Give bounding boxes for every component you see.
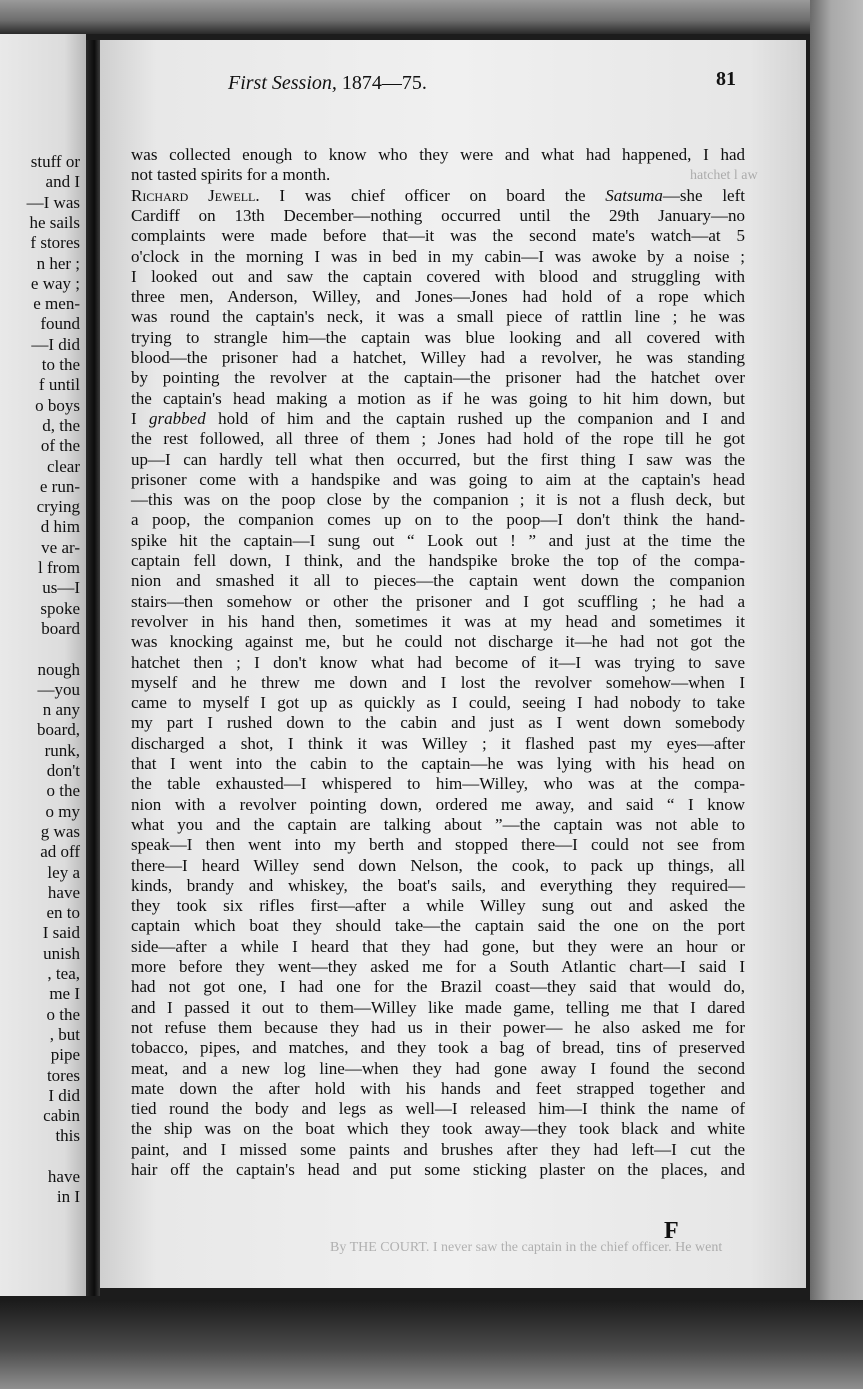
- text-line: trying to strangle him—the captain was blue looking and all covered with: [131, 327, 745, 347]
- left-page-fragment: g was: [40, 821, 80, 841]
- text-line: not tasted spirits for a month.: [131, 165, 331, 185]
- left-page-fragment: n any: [42, 700, 80, 720]
- text-line: what you and the captain are talking about ”—the captain was not able to: [131, 814, 745, 834]
- left-page-fragment: he sails: [29, 212, 80, 232]
- left-page-fragment: clear: [46, 456, 80, 476]
- left-page-fragment: o my: [45, 801, 80, 821]
- left-page-fragment: crying: [36, 497, 80, 517]
- text-line: by pointing the revolver at the captain—the prisoner had the hatchet over: [131, 368, 745, 388]
- left-page-fragment: runk,: [44, 740, 80, 760]
- text-line: hatchet then ; I don't know what had become of it—I was trying to save: [131, 652, 745, 672]
- text-line: blood—the prisoner had a hatchet, Willey had a revolver, he was standing: [131, 348, 745, 367]
- text-line: a poop, the companion comes up on to the poop—I don't think the hand-: [131, 510, 745, 530]
- text-line: the rest followed, all three of them ; Jones had hold of the rope till he got: [131, 429, 745, 449]
- left-page-fragment: stuff or: [30, 152, 80, 171]
- left-page-fragment: this: [55, 1126, 80, 1146]
- text-line: tobacco, pipes, and matches, and they took a bag of bread, tins of preserved: [131, 1038, 745, 1058]
- left-page-fragment: d, the: [42, 415, 80, 435]
- left-page-fragment: found: [40, 314, 80, 334]
- text-line: was round the captain's neck, it was a small piece of rattlin line ; he was: [131, 307, 745, 327]
- text-line: there—I heard Willey send down Nelson, the cook, to pack up things, all: [131, 855, 745, 875]
- left-page-fragment: me I: [49, 984, 80, 1004]
- left-page-fragment: —I did: [31, 334, 80, 354]
- text-line: discharged a shot, I think it was Willey ; it flashed past my eyes—after: [131, 733, 745, 753]
- left-page-edge: [0, 34, 86, 1296]
- text-line: more before they went—they asked me for a South Atlantic chart—I said I: [131, 957, 745, 976]
- scanner-backdrop-bottom: [0, 1300, 863, 1389]
- left-page-fragment: pipe: [50, 1045, 80, 1065]
- text-line: they took six rifles first—after a while Willey sung out and asked the: [131, 896, 745, 916]
- text-line: captain fell down, I think, and the handspike broke the top of the compa-: [131, 551, 745, 570]
- left-page-fragment: o boys: [35, 395, 80, 415]
- text-line: three men, Anderson, Willey, and Jones—Jones had hold of a rope which: [131, 287, 745, 307]
- header-session: First Session,: [228, 72, 337, 94]
- book-gutter: [86, 40, 100, 1296]
- left-page-fragment: nough: [37, 659, 80, 679]
- text-line: o'clock in the morning I was in bed in my cabin—I was awoke by a noise ;: [131, 246, 745, 266]
- text-line: that I went into the cabin to the captain—he was lying with his head on: [131, 754, 745, 773]
- text-line: I grabbed hold of him and the captain rushed up the companion and I and: [131, 408, 745, 428]
- left-page-fragment: ad off: [40, 842, 80, 862]
- text-line: tied round the body and legs as well—I released him—I think the name of: [131, 1099, 745, 1119]
- text-line: Cardiff on 13th December—nothing occurred until the 29th January—no: [131, 205, 745, 225]
- left-page-fragment: cabin: [43, 1106, 80, 1126]
- left-page-fragment: ley a: [47, 862, 80, 882]
- bleed-through-bottom: By THE COURT. I never saw the captain in the chief officer. He went: [330, 1240, 723, 1255]
- left-page-fragment: to the: [41, 355, 80, 374]
- text-line: came to myself I got up as quickly as I could, seeing I had nobody to take: [131, 693, 745, 713]
- text-line: speak—I then went into my berth and stopped there—I could not see from: [131, 835, 745, 855]
- text-line: I looked out and saw the captain covered with blood and struggling with: [131, 266, 745, 286]
- scanner-backdrop-right: [810, 0, 863, 1389]
- text-line: my part I rushed down to the cabin and just as I went down somebody: [131, 713, 745, 733]
- left-page-fragment: , but: [49, 1024, 80, 1044]
- text-line: spike hit the captain—I sung out “ Look out ! ” and just at the time the: [131, 530, 745, 550]
- running-header: [228, 72, 427, 95]
- text-line: had not got one, I had one for the Brazil coast—they said that would do,: [131, 977, 745, 997]
- left-page-fragment: I said: [42, 923, 80, 943]
- left-page-fragment: I did: [48, 1085, 80, 1105]
- left-page-fragment: f stores: [30, 233, 80, 253]
- left-page-fragment: have: [47, 882, 80, 902]
- left-page-fragment: l from: [37, 558, 80, 577]
- left-page-fragment: board: [41, 618, 80, 638]
- left-page-fragment: e men-: [33, 294, 80, 314]
- text-line: the ship was on the boat which they took away—they took black and white: [131, 1119, 745, 1139]
- text-line: and I passed it out to them—Willey like made game, telling me that I dared: [131, 997, 745, 1017]
- text-line: the table exhausted—I whispered to him—Willey, who was at the compa-: [131, 774, 745, 794]
- left-page-fragment: and I: [45, 172, 80, 192]
- text-line: meat, and a new log line—when they had gone away I found the second: [131, 1058, 745, 1078]
- left-page-fragment: us—I: [42, 578, 80, 598]
- left-page-fragment: f until: [38, 375, 80, 395]
- left-page-fragment: have: [47, 1167, 80, 1186]
- left-page-fragment: n her ;: [36, 253, 80, 273]
- signature-mark: F: [664, 1218, 679, 1244]
- left-page-fragment: don't: [46, 761, 80, 780]
- text-line: Richard Jewell. I was chief officer on board the Satsuma—she left: [131, 185, 745, 205]
- text-line: stairs—then somehow or other the prisoner and I got scuffling ; he had a: [131, 591, 745, 611]
- text-line: the captain's head making a motion as if he was going to hit him down, but: [131, 388, 745, 408]
- text-line: revolver in his hand then, sometimes it was at my head and sometimes it: [131, 611, 745, 631]
- text-line: nion and smashed it all to pieces—the captain went down the companion: [131, 571, 745, 591]
- text-line: side—after a while I heard that they had gone, but they were an hour or: [131, 936, 745, 956]
- text-line: kinds, brandy and whiskey, the boat's sails, and everything they required—: [131, 875, 745, 895]
- left-page-fragment: e run-: [39, 476, 80, 496]
- left-page-fragment: board,: [37, 720, 80, 740]
- text-line: paint, and I missed some paints and brushes after they had left—I cut the: [131, 1139, 745, 1159]
- scanner-backdrop-top: [0, 0, 863, 34]
- text-line: captain which boat they should take—the captain said the one on the port: [131, 916, 745, 936]
- left-page-fragment: of the: [40, 436, 80, 456]
- left-page-fragment: o the: [46, 1004, 80, 1024]
- bleed-through-top: hatchet l aw: [690, 168, 758, 183]
- text-line: nion with a revolver pointing down, ordered me away, and said “ I know: [131, 794, 745, 814]
- left-page-fragment: d him: [40, 517, 80, 537]
- text-line: complaints were made before that—it was the second mate's watch—at 5: [131, 226, 745, 246]
- text-line: hair off the captain's head and put some sticking plaster on the places, and: [131, 1160, 745, 1179]
- left-page-fragment: unish: [43, 943, 80, 963]
- text-line: myself and he threw me down and I lost the revolver somehow—when I: [131, 672, 745, 692]
- left-page-fragment: —I was: [26, 192, 80, 212]
- text-line: mate down the after hold with his hands and feet strapped together and: [131, 1078, 745, 1098]
- page-number: 81: [716, 68, 736, 90]
- left-page-fragment: in I: [56, 1187, 80, 1207]
- text-line: was knocking against me, but he could not discharge it—he had not got the: [131, 632, 745, 652]
- text-line: —this was on the poop close by the companion ; it is not a flush deck, but: [131, 490, 745, 510]
- text-line: not refuse them because they had us in their power— he also asked me for: [131, 1017, 745, 1037]
- text-line: was collected enough to know who they were and what had happened, I had: [131, 145, 745, 164]
- left-page-fragment: o the: [46, 781, 80, 801]
- text-line: up—I can hardly tell what then occurred, but the first thing I saw was the: [131, 449, 745, 469]
- left-page-fragment: —you: [37, 679, 80, 699]
- left-page-fragment: tores: [46, 1065, 80, 1085]
- left-page-fragment: e way ;: [30, 273, 80, 293]
- header-year: 1874—75.: [336, 72, 427, 94]
- text-line: prisoner come with a handspike and was going to aim at the captain's head: [131, 469, 745, 489]
- left-page-fragment: spoke: [40, 598, 80, 618]
- left-page-fragment: , tea,: [47, 964, 80, 983]
- left-page-fragment: ve ar-: [41, 537, 80, 557]
- left-page-fragment: en to: [46, 903, 80, 923]
